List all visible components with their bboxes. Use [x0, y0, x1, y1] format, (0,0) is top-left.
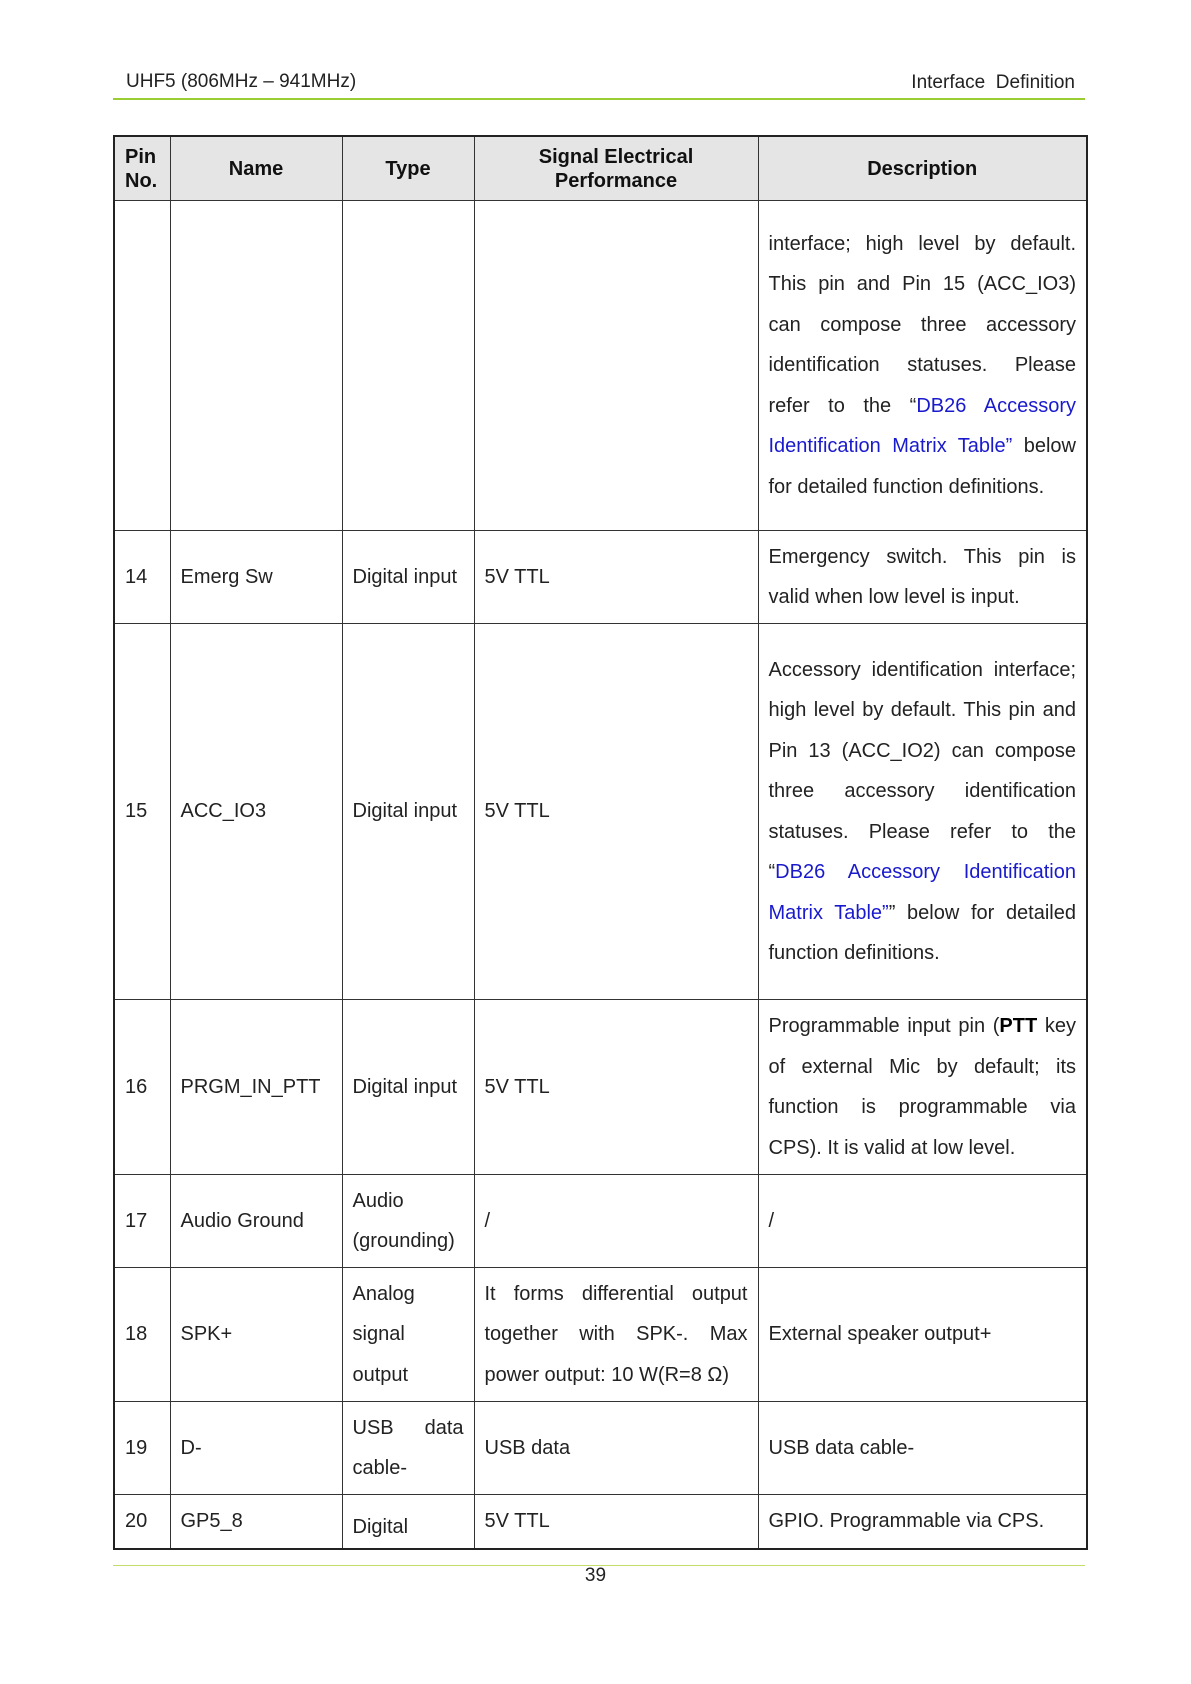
column-header-signal: Signal Electrical Performance [474, 136, 758, 201]
description-text: key of external Mic by default; its function is programmable via CPS). It is valid at low level. [768, 1015, 1076, 1159]
table-row [114, 1402, 1087, 1495]
description-text: below for detailed function definitions. [768, 435, 1076, 498]
cell-signal: 5V TTL [474, 531, 758, 624]
description-text: Programmable input pin ( [768, 1015, 1000, 1037]
cell-pin: 15 [114, 624, 170, 1000]
cell-name: Audio Ground [170, 1175, 342, 1268]
column-header-description: Description [758, 136, 1087, 201]
cell-signal: 5V TTL [474, 624, 758, 1000]
cell-description: External speaker output+ [758, 1268, 1087, 1402]
cell-name: SPK+ [170, 1268, 342, 1402]
cell-pin: 14 [114, 531, 170, 624]
cell-pin [114, 201, 170, 531]
cell-type [342, 201, 474, 531]
table-row [114, 1175, 1087, 1268]
cell-pin: 20 [114, 1495, 170, 1549]
cell-signal: 5V TTL [474, 1495, 758, 1549]
cell-signal: 5V TTL [474, 1000, 758, 1175]
cell-pin: 17 [114, 1175, 170, 1268]
document-title: UHF5 (806MHz – 941MHz) [126, 71, 357, 92]
matrix-table-link[interactable]: DB26 Accessory Identification Matrix Table” [768, 861, 1076, 924]
cell-description: GPIO. Programmable via CPS. [758, 1495, 1087, 1549]
section-title: Interface Definition [911, 72, 1075, 93]
ptt-bold-text: PTT [999, 1015, 1038, 1037]
cell-signal: USB data [474, 1402, 758, 1495]
cell-signal: / [474, 1175, 758, 1268]
cell-description [758, 201, 1087, 531]
cell-type: Digital input [342, 531, 474, 624]
description-text: below for detailed function definitions. [768, 901, 1076, 964]
cell-signal [474, 201, 758, 531]
description-text: Accessory identification interface; high level by default. This pin and Pin 13 (ACC_IO2) can compose three accessory identification statuses. Please refer to the “ [768, 658, 1076, 883]
table-row [114, 1495, 1087, 1549]
column-header-type: Type [342, 136, 474, 201]
pin-definition-table [113, 135, 1088, 1550]
cell-type: Audio (grounding) [342, 1175, 474, 1268]
column-header-name: Name [170, 136, 342, 201]
cell-description: Emergency switch. This pin is valid when low level is input. [758, 531, 1087, 624]
cell-name [170, 201, 342, 531]
cell-pin: 18 [114, 1268, 170, 1402]
cell-type: USB data cable- [342, 1402, 474, 1495]
cell-type: Digital input [342, 624, 474, 1000]
cell-type: Digital [342, 1495, 474, 1549]
cell-pin: 19 [114, 1402, 170, 1495]
cell-type: Digital input [342, 1000, 474, 1175]
cell-description [758, 624, 1087, 1000]
cell-pin: 16 [114, 1000, 170, 1175]
closing-quote: ” [888, 901, 896, 924]
cell-description: / [758, 1175, 1087, 1268]
cell-signal: It forms differential output together with SPK-. Max power output: 10 W(R=8 Ω) [474, 1268, 758, 1402]
table-row [114, 531, 1087, 624]
table-row [114, 201, 1087, 531]
page-header [113, 70, 1085, 100]
cell-name: ACC_IO3 [170, 624, 342, 1000]
matrix-table-link[interactable]: DB26 Accessory Identification Matrix Table” [768, 394, 1076, 458]
cell-type: Analog signal output [342, 1268, 474, 1402]
cell-name: GP5_8 [170, 1495, 342, 1549]
cell-name: PRGM_IN_PTT [170, 1000, 342, 1175]
description-text: interface; high level by default. This pin and Pin 15 (ACC_IO3) can compose three accessory identification statuses. Please refer to the “ [768, 232, 1076, 417]
cell-description [758, 1000, 1087, 1175]
column-header-pin: Pin No. [114, 136, 170, 201]
page-number: 39 [584, 1565, 607, 1586]
cell-name: Emerg Sw [170, 531, 342, 624]
cell-name: D- [170, 1402, 342, 1495]
table-row [114, 1000, 1087, 1175]
table-row [114, 1268, 1087, 1402]
table-row [114, 624, 1087, 1000]
cell-description: USB data cable- [758, 1402, 1087, 1495]
table-header-row [114, 136, 1087, 201]
